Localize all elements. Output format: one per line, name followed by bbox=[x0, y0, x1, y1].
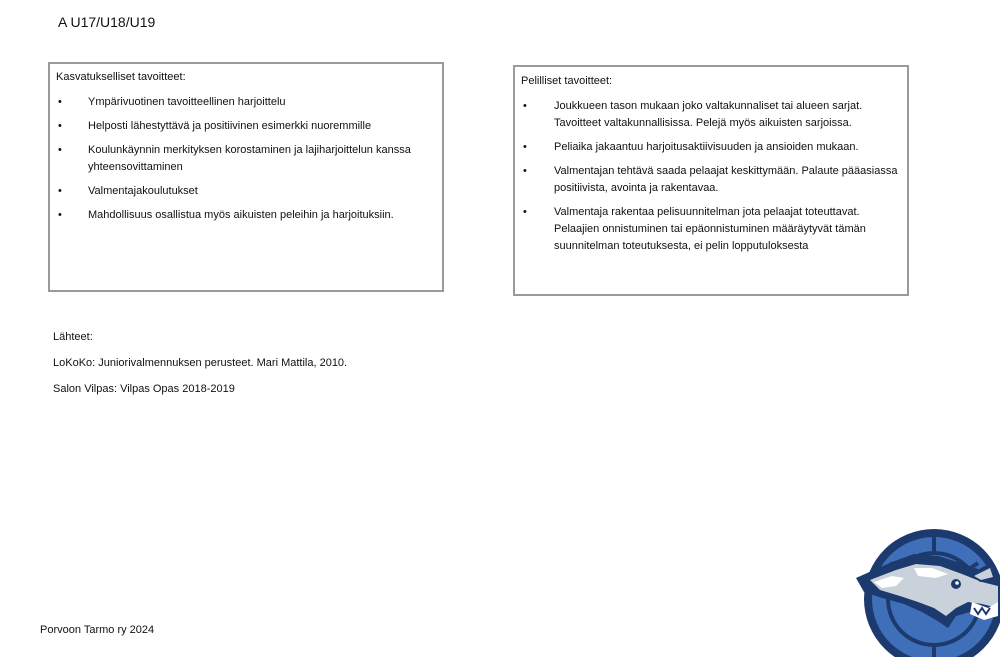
game-goals-title: Pelilliset tavoitteet: bbox=[521, 75, 613, 87]
bullet-icon: • bbox=[58, 209, 62, 221]
bullet-icon: • bbox=[58, 185, 62, 197]
list-item: • Koulunkäynnin merkityksen korostaminen ja lajiharjoittelun kanssa yhteensovittaminen bbox=[58, 144, 411, 173]
list-item: • Mahdollisuus osallistua myös aikuisten peleihin ja harjoituksiin. bbox=[56, 207, 436, 224]
source-entry: Salon Vilpas: Vilpas Opas 2018-2019 bbox=[53, 383, 235, 395]
bullet-icon: • bbox=[523, 206, 527, 218]
bullet-icon: • bbox=[58, 120, 62, 132]
educational-goals-box bbox=[48, 62, 444, 292]
sources-section bbox=[53, 329, 347, 407]
bear-logo-icon bbox=[852, 516, 1000, 657]
list-item: • Helposti lähestyttävä ja positiivinen esimerkki nuoremmille bbox=[56, 118, 436, 135]
bullet-icon: • bbox=[523, 165, 527, 177]
list-item: • Valmentajan tehtävä saada pelaajat keskittymään. Palaute pääasiassa positiivista, avointa ja rakentavaa. bbox=[523, 165, 898, 194]
educational-goals-title: Kasvatukselliset tavoitteet: bbox=[56, 71, 186, 83]
game-goals-box bbox=[513, 65, 909, 296]
list-item: • Ympärivuotinen tavoitteellinen harjoittelu bbox=[56, 94, 436, 111]
page-heading: A U17/U18/U19 bbox=[58, 14, 156, 30]
bullet-icon: • bbox=[523, 100, 527, 112]
educational-goals-list bbox=[56, 94, 436, 224]
list-item: • Valmentajakoulutukset bbox=[56, 183, 436, 200]
sources-label: Lähteet: bbox=[53, 331, 93, 343]
list-item: • Valmentaja rakentaa pelisuunnitelman jota pelaajat toteuttavat. Pelaajien onnistuminen tai epäonnistuminen määräytyvät tämän suunnitelman toteutuksesta, ei pelin lopputuloksesta bbox=[523, 206, 866, 252]
source-entry: LoKoKo: Juniorivalmennuksen perusteet. Mari Mattila, 2010. bbox=[53, 357, 348, 369]
list-item: • Peliaika jakaantuu harjoitusaktiivisuuden ja ansioiden mukaan. bbox=[521, 139, 901, 156]
bullet-icon: • bbox=[58, 96, 62, 108]
footer-text: Porvoon Tarmo ry 2024 bbox=[40, 624, 155, 636]
list-item: • Joukkueen tason mukaan joko valtakunnaliset tai alueen sarjat. Tavoitteet valtakunnallisissa. Pelejä myös aikuisten sarjoissa. bbox=[523, 100, 863, 129]
bullet-icon: • bbox=[58, 144, 62, 156]
game-goals-list bbox=[521, 98, 901, 255]
bullet-icon: • bbox=[523, 141, 527, 153]
